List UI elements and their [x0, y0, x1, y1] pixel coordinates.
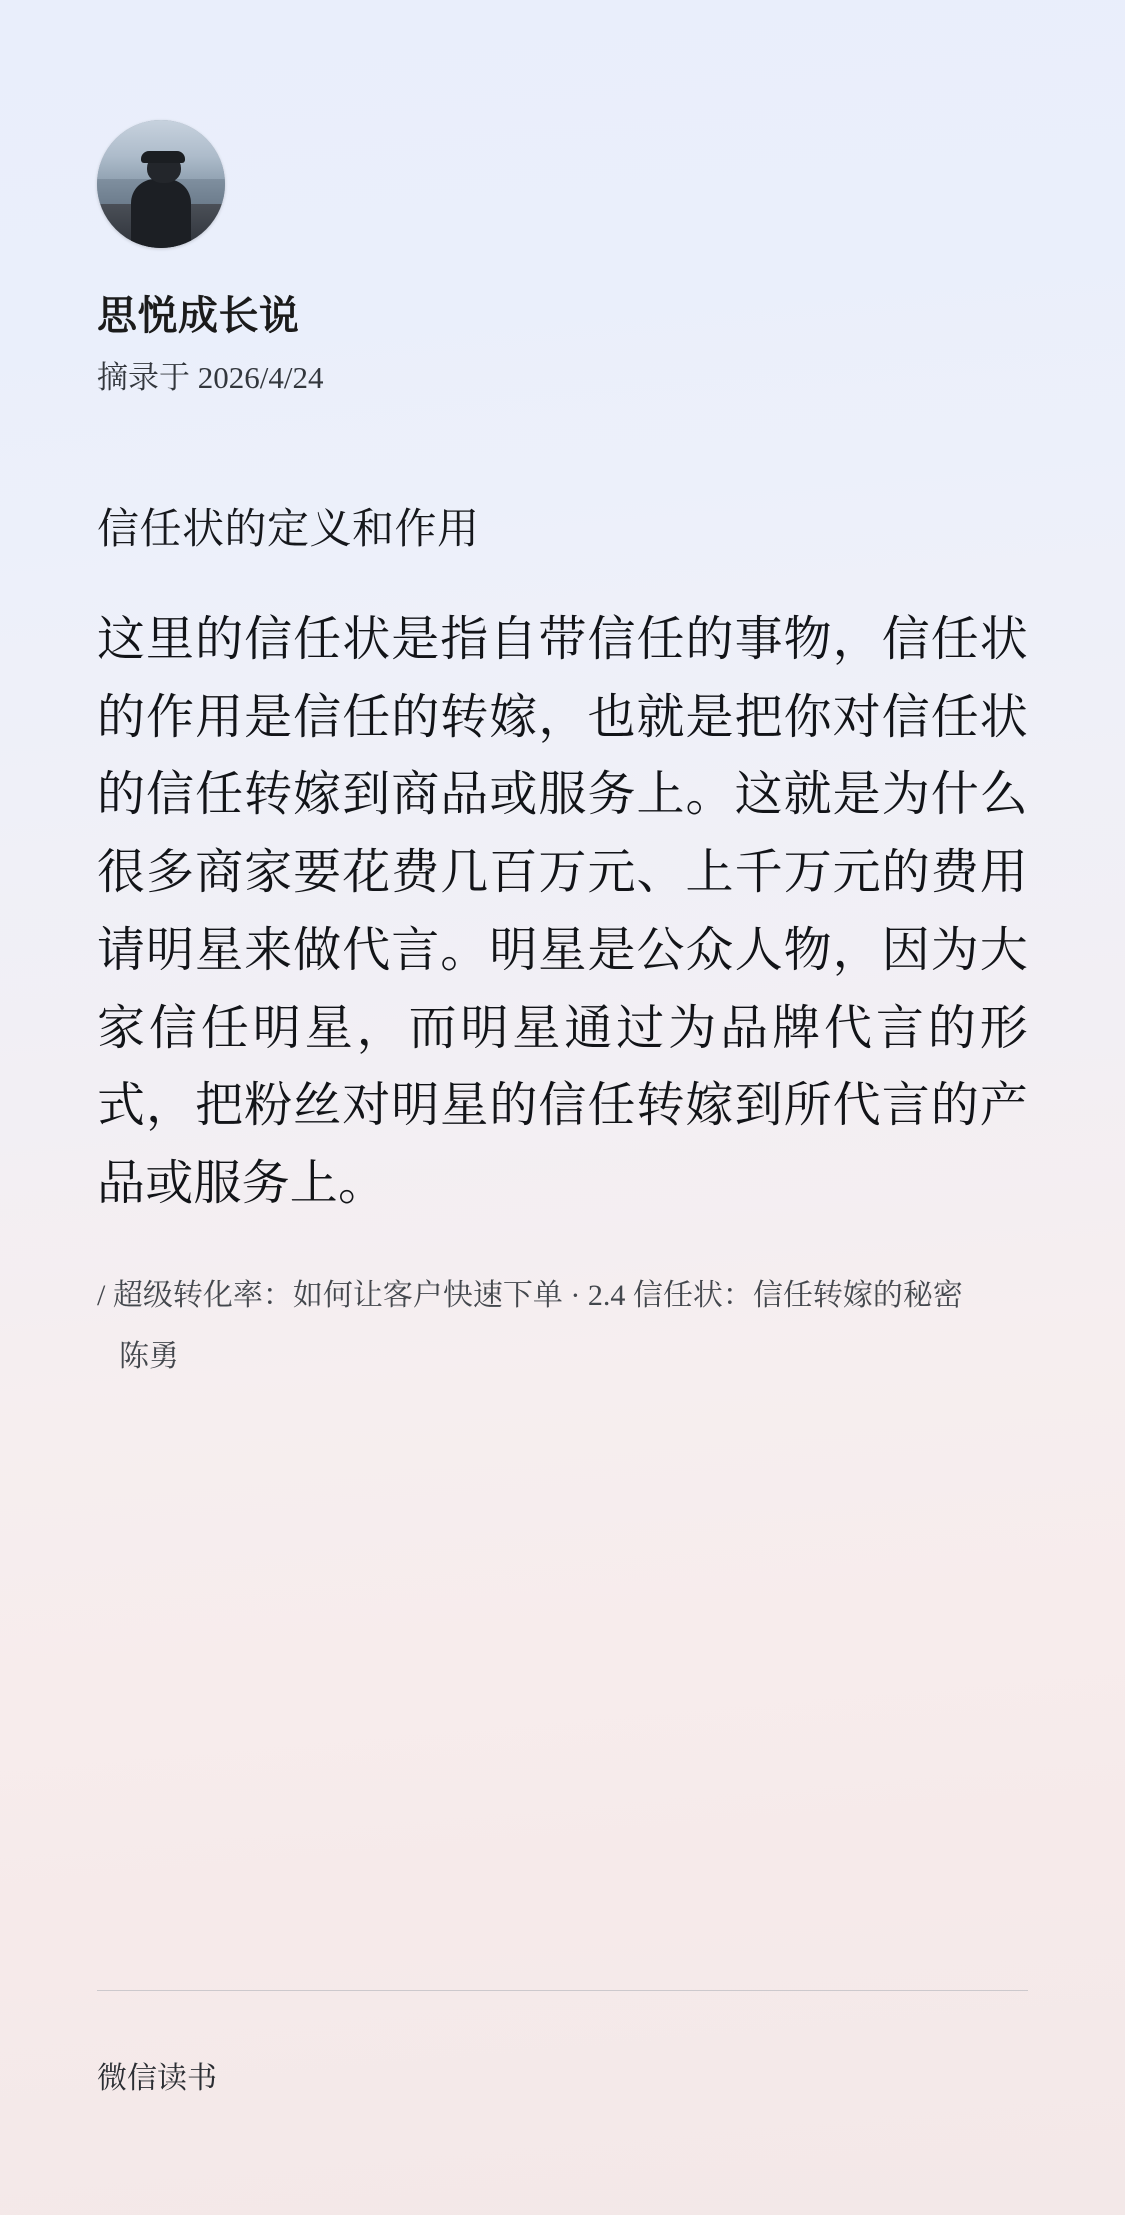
app-name: 微信读书 [97, 2062, 217, 2095]
source-author: 陈勇 [119, 1340, 179, 1374]
footer-divider [97, 1990, 1028, 1991]
source-reference: / 超级转化率：如何让客户快速下单 · 2.4 信任状：信任转嫁的秘密 [97, 1278, 963, 1312]
excerpt-content [97, 502, 1028, 1375]
card-footer [97, 1990, 1028, 2215]
excerpt-date: 摘录于 2026/4/24 [97, 360, 324, 395]
excerpt-paragraph: 这里的信任状是指自带信任的事物，信任状的作用是信任的转嫁，也就是把你对信任状的信任转嫁到商品或服务上。这就是为什么很多商家要花费几百万元、上千万元的费用请明星来做代言。明星是公众人物，因为大家信任明星，而明星通过为品牌代言的形式，把粉丝对明星的信任转嫁到所代言的产品或服务上。 [97, 612, 1028, 1211]
section-title: 信任状的定义和作用 [97, 507, 480, 554]
avatar[interactable] [97, 120, 225, 248]
avatar-person-cap [141, 151, 185, 163]
card-header [97, 0, 1028, 398]
avatar-person-body [131, 179, 191, 248]
account-name: 思悦成长说 [97, 294, 300, 338]
